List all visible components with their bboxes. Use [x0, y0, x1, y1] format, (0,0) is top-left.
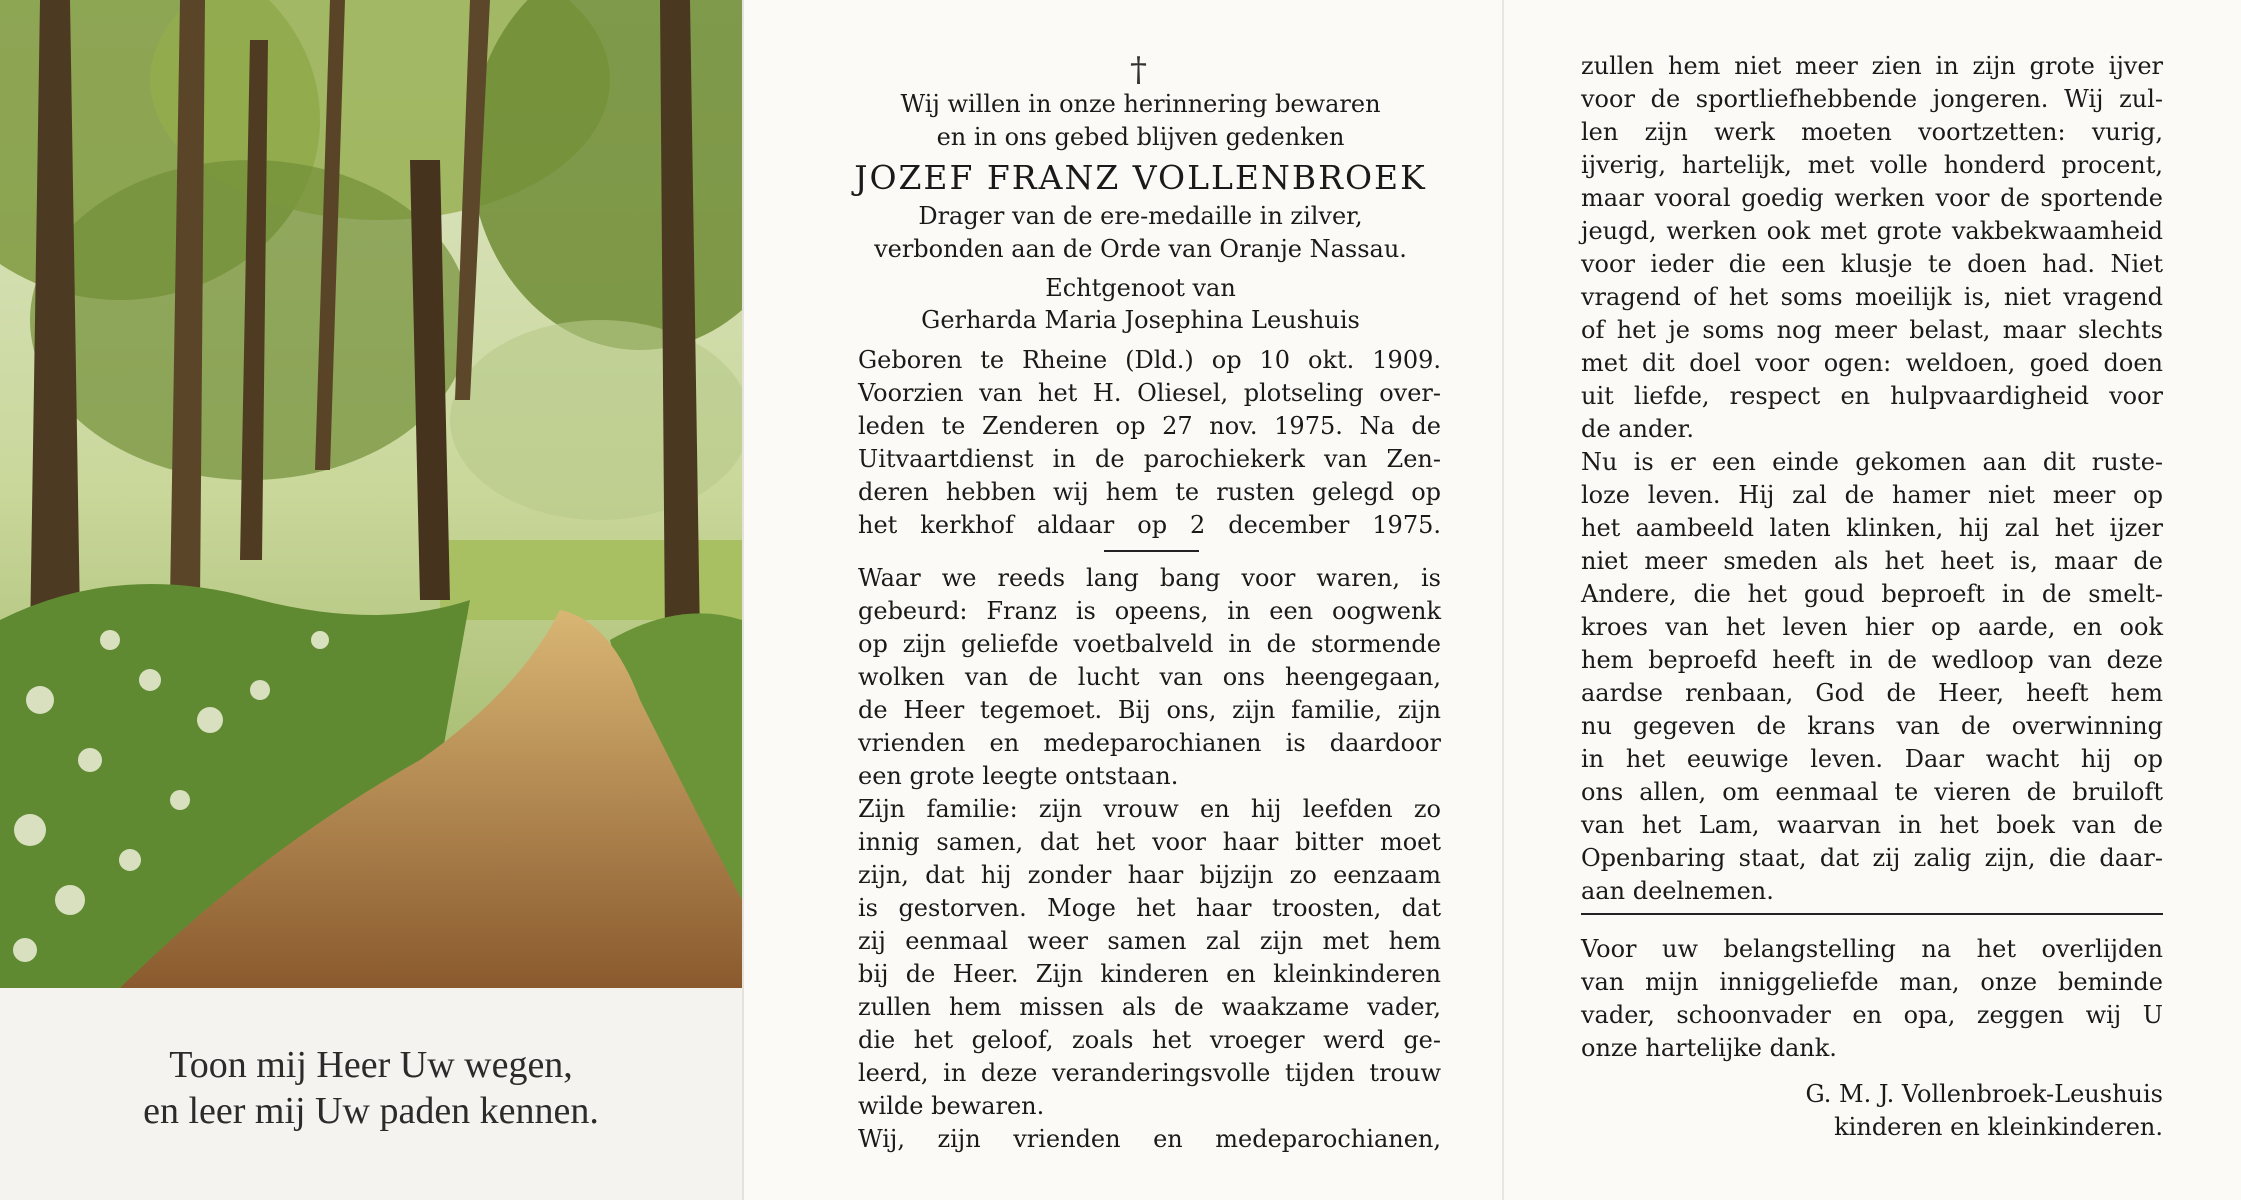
- bio-line: deren hebben wij hem te rusten gelegd op: [858, 478, 1441, 506]
- text-line: is gestorven. Moge het haar troosten, dat: [858, 894, 1441, 922]
- text-line: loze leven. Hij zal de hamer niet meer op: [1581, 481, 2163, 509]
- text-line: Wij, zijn vrienden en medeparochianen,: [858, 1125, 1441, 1153]
- text-line: voor de sportliefhebbende jongeren. Wij zul-: [1581, 85, 2163, 113]
- text-line: op zijn geliefde voetbalveld in de stormende: [858, 630, 1441, 658]
- memorial-text-middle: [858, 562, 1441, 1156]
- spouse-name: Gerharda Maria Josephina Leushuis: [921, 306, 1360, 334]
- signature-name: G. M. J. Vollenbroek-Leushuis: [1805, 1080, 2163, 1108]
- text-line: zullen hem missen als de waakzame vader,: [858, 993, 1441, 1021]
- thanks-line: onze hartelijke dank.: [1581, 1034, 1837, 1062]
- text-line: Zijn familie: zijn vrouw en hij leefden zo: [858, 795, 1441, 823]
- text-line: of het je soms nog meer belast, maar slechts: [1581, 316, 2163, 344]
- bio-line: het kerkhof aldaar op 2 december 1975.: [858, 511, 1441, 539]
- bio-line: leden te Zenderen op 27 nov. 1975. Na de: [858, 412, 1441, 440]
- text-line: innig samen, dat het voor haar bitter moet: [858, 828, 1441, 856]
- text-line: jeugd, werken ook met grote vakbekwaamheid: [1581, 217, 2163, 245]
- honors-line-2: verbonden aan de Orde van Oranje Nassau.: [874, 235, 1407, 263]
- divider-short: [1104, 550, 1199, 552]
- intro-line-1: Wij willen in onze herinnering bewaren: [900, 90, 1381, 118]
- thanks-line: Voor uw belangstelling na het overlijden: [1581, 935, 2163, 963]
- verse-line-2: en leer mij Uw paden kennen.: [143, 1090, 599, 1132]
- text-line: Waar we reeds lang bang voor waren, is: [858, 564, 1441, 592]
- intro-line-2: en in ons gebed blijven gedenken: [936, 123, 1345, 151]
- text-line: wilde bewaren.: [858, 1092, 1045, 1120]
- verse-line-1: Toon mij Heer Uw wegen,: [169, 1044, 573, 1086]
- left-panel: [0, 0, 742, 1200]
- text-line: len zijn werk moeten voortzetten: vurig,: [1581, 118, 2163, 146]
- bio-line: Uitvaartdienst in de parochiekerk van Zen-: [858, 445, 1441, 473]
- text-line: zij eenmaal weer samen zal zijn met hem: [858, 927, 1441, 955]
- text-line: de ander.: [1581, 415, 1694, 443]
- text-line: het aambeeld laten klinken, hij zal het ijzer: [1581, 514, 2163, 542]
- text-line: niet meer smeden als het heet is, maar de: [1581, 547, 2163, 575]
- text-line: vrienden en medeparochianen is daardoor: [858, 729, 1441, 757]
- text-line: zullen hem niet meer zien in zijn grote ijver: [1581, 52, 2163, 80]
- signature-family: kinderen en kleinkinderen.: [1834, 1113, 2163, 1141]
- spouse-label: Echtgenoot van: [1045, 274, 1236, 302]
- divider-long: [1581, 913, 2163, 915]
- bio-line: Geboren te Rheine (Dld.) op 10 okt. 1909.: [858, 346, 1441, 374]
- text-line: ijverig, hartelijk, met volle honderd procent,: [1581, 151, 2163, 179]
- text-line: de Heer tegemoet. Bij ons, zijn familie, zijn: [858, 696, 1441, 724]
- bio-line: Voorzien van het H. Oliesel, plotseling over-: [858, 379, 1441, 407]
- signature-block: [1581, 1078, 2163, 1144]
- text-line: Andere, die het goud beproeft in de smelt-: [1581, 580, 2163, 608]
- thanks-line: van mijn inniggeliefde man, onze beminde: [1581, 968, 2163, 996]
- text-line: voor ieder die een klusje te doen had. Niet: [1581, 250, 2163, 278]
- text-line: wolken van de lucht van ons heengegaan,: [858, 663, 1441, 691]
- deceased-name: JOZEF FRANZ VOLLENBROEK: [854, 158, 1427, 197]
- text-line: leerd, in deze veranderingsvolle tijden trouw: [858, 1059, 1441, 1087]
- text-line: uit liefde, respect en hulpvaardigheid voor: [1581, 382, 2163, 410]
- text-line: kroes van het leven hier op aarde, en ook: [1581, 613, 2163, 641]
- text-line: Nu is er een einde gekomen aan dit ruste-: [1581, 448, 2163, 476]
- honors-line-1: Drager van de ere-medaille in zilver,: [918, 202, 1363, 230]
- cross-symbol: †: [1130, 50, 1147, 90]
- text-line: aardse renbaan, God de Heer, heeft hem: [1581, 679, 2163, 707]
- text-line: een grote leegte ontstaan.: [858, 762, 1179, 790]
- text-line: die het geloof, zoals het vroeger werd ge-: [858, 1026, 1441, 1054]
- text-line: aan deelnemen.: [1581, 877, 1774, 905]
- text-line: Openbaring staat, dat zij zalig zijn, die daar-: [1581, 844, 2163, 872]
- memorial-text-right: [1581, 50, 2163, 908]
- thanks-block: [1581, 933, 2163, 1065]
- text-line: hem beproefd heeft in de wedloop van deze: [1581, 646, 2163, 674]
- text-line: maar vooral goedig werken voor de sportende: [1581, 184, 2163, 212]
- text-line: in het eeuwige leven. Daar wacht hij op: [1581, 745, 2163, 773]
- text-line: bij de Heer. Zijn kinderen en kleinkinderen: [858, 960, 1441, 988]
- bible-verse: [0, 1042, 742, 1134]
- text-line: vragend of het soms moeilijk is, niet vragend: [1581, 283, 2163, 311]
- text-line: van het Lam, waarvan in het boek van de: [1581, 811, 2163, 839]
- text-line: nu gegeven de krans van de overwinning: [1581, 712, 2163, 740]
- text-line: gebeurd: Franz is opeens, in een oogwenk: [858, 597, 1441, 625]
- thanks-line: vader, schoonvader en opa, zeggen wij U: [1581, 1001, 2163, 1029]
- forest-path-photo: [0, 0, 742, 988]
- text-line: met dit doel voor ogen: weldoen, goed doen: [1581, 349, 2163, 377]
- text-line: zijn, dat hij zonder haar bijzijn zo eenzaam: [858, 861, 1441, 889]
- text-line: ons allen, om eenmaal te vieren de bruiloft: [1581, 778, 2163, 806]
- biography: [858, 344, 1441, 542]
